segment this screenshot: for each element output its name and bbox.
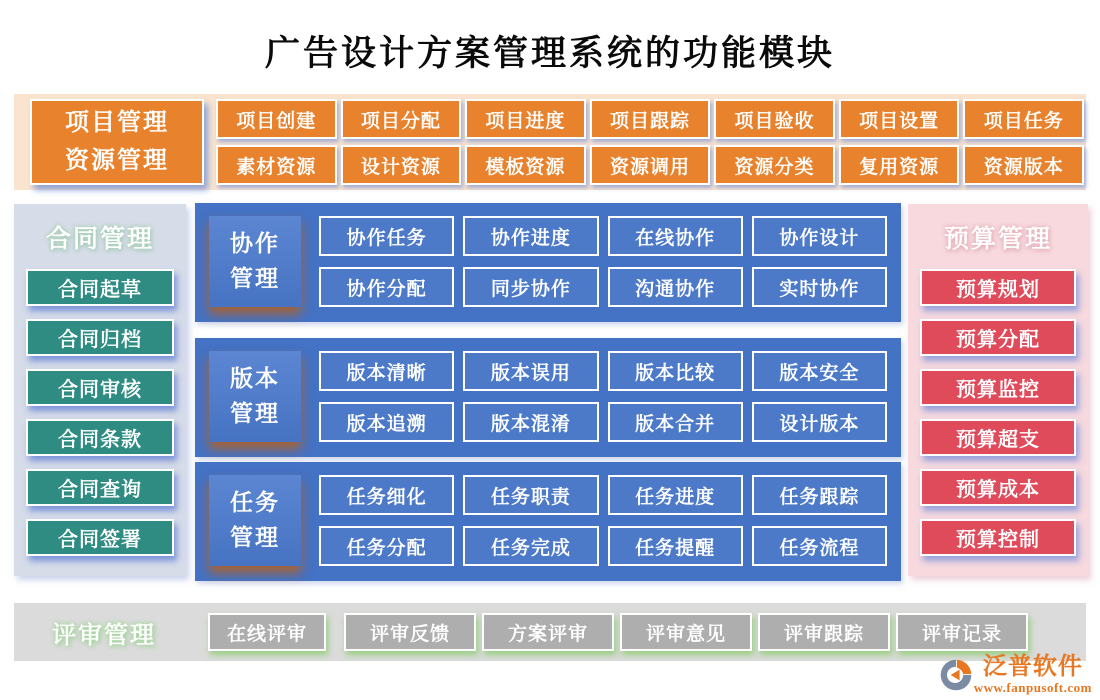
project-resource-grid	[216, 99, 1084, 185]
collaboration-grid	[319, 216, 887, 307]
project-management-label: 项目管理	[65, 109, 169, 136]
project-accept-button[interactable]: 项目验收	[714, 99, 835, 139]
version-grid	[319, 351, 887, 442]
version-label-line2: 管理	[230, 400, 280, 426]
fanpu-logo-icon	[938, 657, 974, 693]
budget-overrun-button[interactable]: 预算超支	[920, 419, 1076, 456]
task-section-title	[209, 475, 301, 566]
communication-collab-button[interactable]: 沟通协作	[608, 267, 743, 307]
task-flow-button[interactable]: 任务流程	[752, 526, 887, 566]
project-task-button[interactable]: 项目任务	[963, 99, 1084, 139]
task-label-line2: 管理	[230, 524, 280, 550]
version-compare-button[interactable]: 版本比较	[608, 351, 743, 391]
project-settings-button[interactable]: 项目设置	[839, 99, 960, 139]
review-section	[14, 603, 1086, 661]
project-resource-label	[30, 99, 204, 185]
review-opinion-button[interactable]: 评审意见	[620, 613, 752, 651]
project-resource-section	[14, 94, 1086, 190]
task-grid	[319, 475, 887, 566]
task-refine-button[interactable]: 任务细化	[319, 475, 454, 515]
budget-control-button[interactable]: 预算控制	[920, 519, 1076, 556]
project-progress-button[interactable]: 项目进度	[465, 99, 586, 139]
task-progress-button[interactable]: 任务进度	[608, 475, 743, 515]
contract-terms-button[interactable]: 合同条款	[26, 419, 174, 456]
budget-section-title: 预算管理	[943, 226, 1052, 253]
contract-sign-button[interactable]: 合同签署	[26, 519, 174, 556]
brand-name: 泛普软件	[982, 654, 1083, 680]
realtime-collab-button[interactable]: 实时协作	[752, 267, 887, 307]
version-merge-button[interactable]: 版本合并	[608, 402, 743, 442]
review-feedback-button[interactable]: 评审反馈	[344, 613, 476, 651]
version-label-line1: 版本	[230, 366, 280, 391]
task-track-button[interactable]: 任务跟踪	[752, 475, 887, 515]
contract-review-button[interactable]: 合同审核	[26, 369, 174, 406]
version-misuse-button[interactable]: 版本误用	[463, 351, 598, 391]
task-assign-button[interactable]: 任务分配	[319, 526, 454, 566]
resource-call-button[interactable]: 资源调用	[590, 145, 711, 185]
collab-task-button[interactable]: 协作任务	[319, 216, 454, 256]
version-trace-button[interactable]: 版本追溯	[319, 402, 454, 442]
page-title: 广告设计方案管理系统的功能模块	[264, 34, 835, 73]
version-clarity-button[interactable]: 版本清晰	[319, 351, 454, 391]
version-section	[195, 338, 901, 457]
budget-monitor-button[interactable]: 预算监控	[920, 369, 1076, 406]
online-review-button[interactable]: 在线评审	[208, 613, 326, 651]
sync-collab-button[interactable]: 同步协作	[463, 267, 598, 307]
design-version-button[interactable]: 设计版本	[752, 402, 887, 442]
resource-reuse-button[interactable]: 复用资源	[839, 145, 960, 185]
contract-archive-button[interactable]: 合同归档	[26, 319, 174, 356]
contract-section	[14, 204, 186, 576]
online-collab-button[interactable]: 在线协作	[608, 216, 743, 256]
task-duty-button[interactable]: 任务职责	[463, 475, 598, 515]
version-confusion-button[interactable]: 版本混淆	[463, 402, 598, 442]
task-remind-button[interactable]: 任务提醒	[608, 526, 743, 566]
budget-plan-button[interactable]: 预算规划	[920, 269, 1076, 306]
project-create-button[interactable]: 项目创建	[216, 99, 337, 139]
budget-allocate-button[interactable]: 预算分配	[920, 319, 1076, 356]
collaboration-section-title	[209, 216, 301, 307]
collab-progress-button[interactable]: 协作进度	[463, 216, 598, 256]
contract-section-title: 合同管理	[45, 226, 154, 253]
resource-version-button[interactable]: 资源版本	[963, 145, 1084, 185]
design-resource-button[interactable]: 设计资源	[341, 145, 462, 185]
project-track-button[interactable]: 项目跟踪	[590, 99, 711, 139]
resource-category-button[interactable]: 资源分类	[714, 145, 835, 185]
template-resource-button[interactable]: 模板资源	[465, 145, 586, 185]
collaboration-label-line1: 协作	[230, 231, 280, 256]
version-security-button[interactable]: 版本安全	[752, 351, 887, 391]
material-resource-button[interactable]: 素材资源	[216, 145, 337, 185]
review-track-button[interactable]: 评审跟踪	[758, 613, 890, 651]
task-label-line1: 任务	[230, 490, 280, 515]
resource-management-label: 资源管理	[65, 148, 169, 174]
budget-cost-button[interactable]: 预算成本	[920, 469, 1076, 506]
collaboration-section	[195, 203, 901, 322]
budget-section	[908, 204, 1088, 576]
collab-design-button[interactable]: 协作设计	[752, 216, 887, 256]
review-record-button[interactable]: 评审记录	[896, 613, 1028, 651]
version-section-title	[209, 351, 301, 442]
contract-query-button[interactable]: 合同查询	[26, 469, 174, 506]
brand-footer	[938, 655, 1092, 696]
plan-review-button[interactable]: 方案评审	[482, 613, 614, 651]
task-complete-button[interactable]: 任务完成	[463, 526, 598, 566]
collab-assign-button[interactable]: 协作分配	[319, 267, 454, 307]
project-assign-button[interactable]: 项目分配	[341, 99, 462, 139]
brand-website: www.fanpusoft.com	[973, 680, 1092, 695]
review-section-title: 评审管理	[52, 622, 156, 649]
collaboration-label-line2: 管理	[230, 265, 280, 291]
contract-draft-button[interactable]: 合同起草	[26, 269, 174, 306]
task-section	[195, 462, 901, 581]
